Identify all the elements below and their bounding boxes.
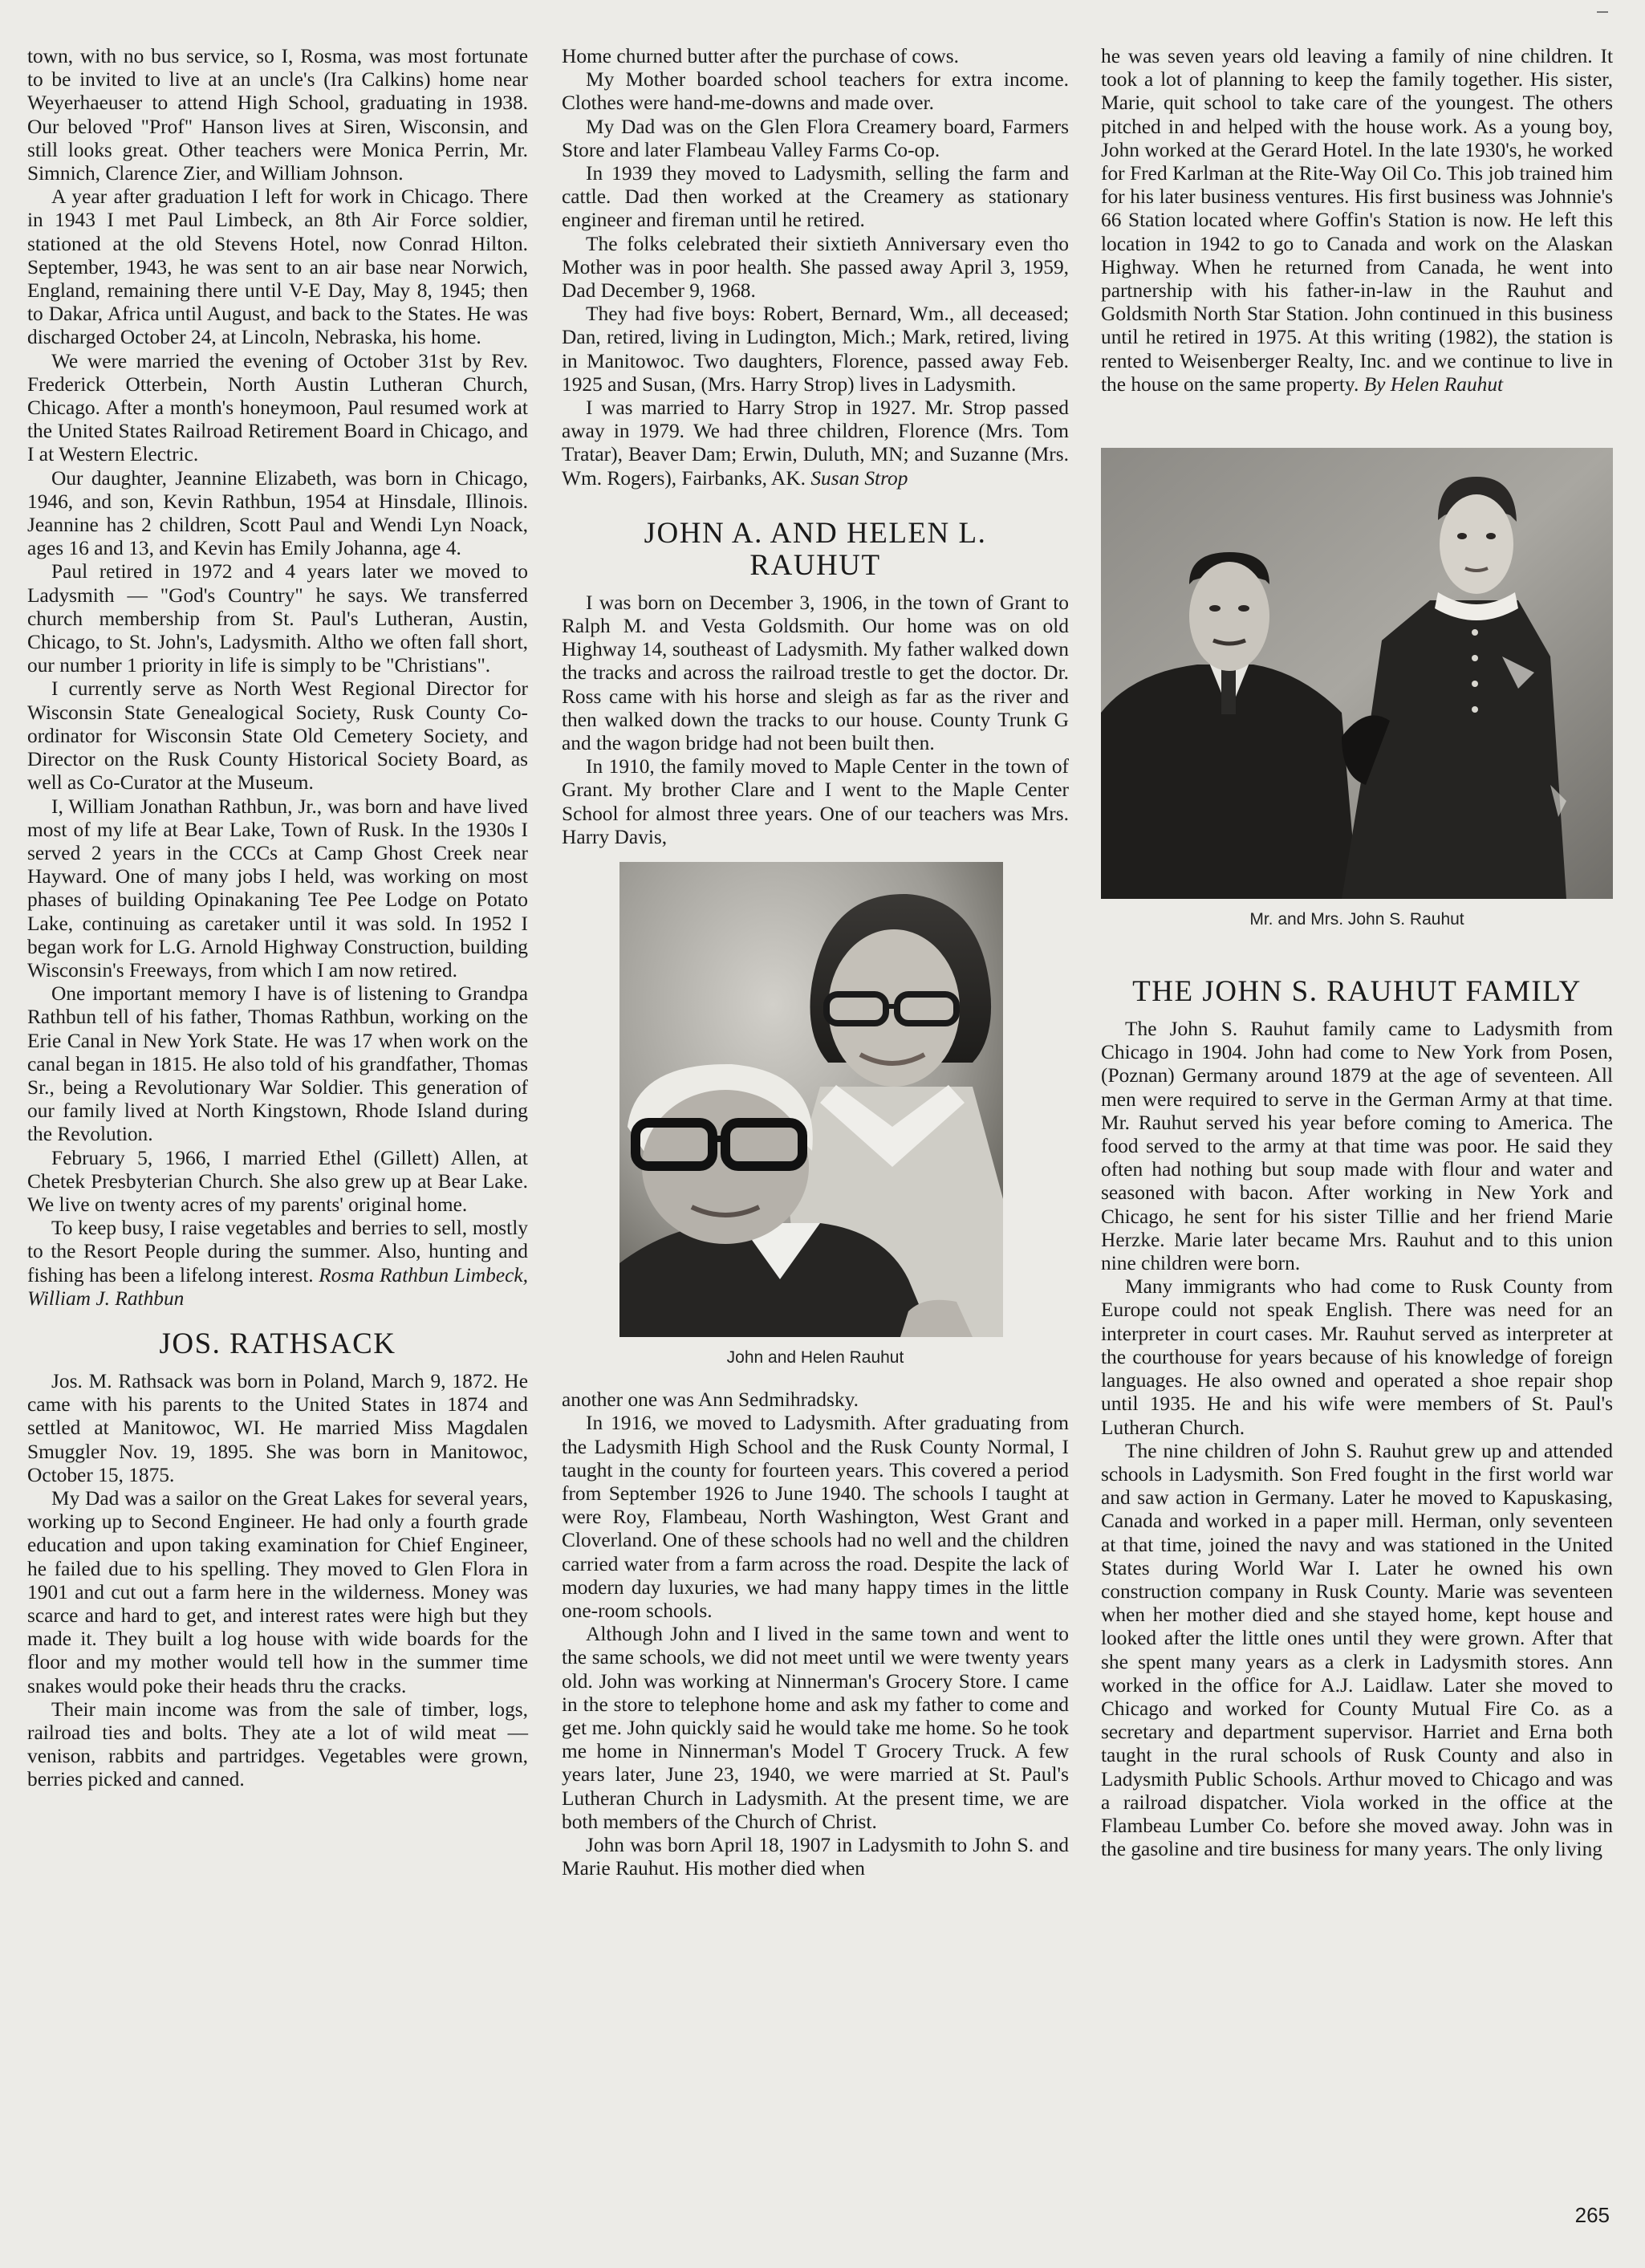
paragraph: Their main income was from the sale of timber, logs, railroad ties and bolts. They ate a lot of wild meat — venison, rabbits and partridges. Vegetables were grown, berries picked and canned.	[27, 1697, 528, 1791]
photo-mr-mrs-john-s-rauhut	[1101, 448, 1613, 899]
author-signature: By Helen Rauhut	[1363, 372, 1504, 396]
section-heading: JOS. RATHSACK	[159, 1327, 396, 1360]
paragraph: Home churned butter after the purchase of cows.	[562, 45, 959, 67]
paragraph	[1101, 45, 1613, 396]
paragraph-text: he was seven years old leaving a family of nine children. It took a lot of planning to keep the family together. His sister, Marie, quit school to take care of the youngest. The others pitched in and helped with the house work. As a young boy, John worked at the Gerard Hotel. In the late 1930's, he worked for Fred Karlman at the Rite-Way Oil Co. This job trained him for his later business ventures. His first business was Johnnie's 66 Station located where Goffin's Station is now. He left this location in 1942 to go to Canada and work on the Alaskan Highway. When he returned from Canada, he went into partnership with his father-in-law in the Rauhut and Goldsmith North Star Station. John continued in this business until he retired in 1975. At this writing (1982), the station is rented to Weisenberger Realty, Inc. and we continue to live in the house on the same property.	[1101, 45, 1613, 396]
paragraph	[27, 1217, 528, 1311]
column-2	[562, 45, 1069, 1880]
paragraph: The nine children of John S. Rauhut grew up and attended schools in Ladysmith. Son Fred fought in the first world war and saw action in Germany. Later he moved to Kapuskasing, Canada and worked in a paper mill. Herman, only seventeen at that time, joined the navy and was stationed in the United States during World War I. Later he owned his own construction company in Rusk County. Marie was seventeen when her mother died and she stayed home, kept house and looked after the little ones until they were grown. After that she spent many years as a clerk in Ladysmith stores. Ann worked in the office for A.J. Laidlaw. Later she moved to Chicago and worked for County Mutual Fire Co. as a secretary and department supervisor. Harriet and Erna both taught in the rural schools of Rusk County and also in Ladysmith Public Schools. Arthur moved to Chicago and was a railroad dispatcher. Viola worked in the office at the Flambeau Lumber Co. before she moved away. John was in the gasoline and tire business for many years. The only living	[1101, 1439, 1613, 1861]
corner-mark	[1597, 11, 1608, 13]
photo-john-helen-rauhut	[619, 862, 1003, 1337]
paragraph: The folks celebrated their sixtieth Anniversary even tho Mother was in poor health. She passed away April 3, 1959, Dad December 9, 1968.	[562, 232, 1069, 303]
paragraph: I was born on December 3, 1906, in the town of Grant to Ralph M. and Vesta Goldsmith. Our home was on old Highway 14, southeast of Ladysmith. My father walked down the tracks and across the railroad trestle to get the doctor. Dr. Ross came with his horse and sleigh as far as the river and then walked down the tracks to our house. County Trunk G and the wagon bridge had not been built then.	[562, 591, 1069, 755]
paragraph: John was born April 18, 1907 in Ladysmith to John S. and Marie Rauhut. His mother died when	[562, 1833, 1069, 1880]
paragraph	[562, 396, 1069, 490]
author-signature: Susan Strop	[810, 466, 908, 490]
portrait-photo-icon	[619, 862, 1003, 1337]
paragraph: Our daughter, Jeannine Elizabeth, was born in Chicago, 1946, and son, Kevin Rathbun, 1954 at Hinsdale, Illinois. Jeannine has 2 children, Scott Paul and Wendi Lyn Noack, ages 16 and 13, and Kevin has Emily Johanna, age 4.	[27, 466, 528, 560]
paragraph: Paul retired in 1972 and 4 years later we moved to Ladysmith — "God's Country" he says. We transferred church membership from St. Paul's Lutheran, Austin, Chicago, to St. John's, Ladysmith. Altho we often fall short, our number 1 priority in life is simply to be "Christians".	[27, 560, 528, 677]
paragraph-text: I was married to Harry Strop in 1927. Mr. Strop passed away in 1979. We had three children, Florence (Mrs. Tom Tratar), Beaver Dam; Erwin, Duluth, MN; and Suzanne (Mrs. Wm. Rogers), Fairbanks, AK.	[562, 396, 1069, 490]
paragraph: In 1916, we moved to Ladysmith. After graduating from the Ladysmith High School and the Rusk County Normal, I taught in the county for fourteen years. This covered a period from September 1926 to June 1940. The schools I taught at were Roy, Flambeau, North Washington, West Grant and Cloverland. One of these schools had no well and the children carried water from a farm across the road. Despite the lack of modern day luxuries, we had many happy times in the little one-room schools.	[562, 1412, 1069, 1622]
paragraph: My Mother boarded school teachers for extra income. Clothes were hand-me-downs and made over.	[562, 68, 1069, 115]
paragraph-text: To keep busy, I raise vegetables and berries to sell, mostly to the Resort People during the summer. Also, hunting and fishing has been a lifelong interest.	[27, 1217, 528, 1286]
heading-line: JOHN A. AND HELEN L.	[644, 516, 987, 550]
paragraph: A year after graduation I left for work in Chicago. There in 1943 I met Paul Limbeck, an 8th Air Force soldier, stationed at the old Stevens Hotel, now Conrad Hilton. September, 1943, he was sent to an air base near Norwich, England, remaining there until V-E Day, May 8, 1945; then to Dakar, Africa until August, and back to the States. He was discharged October 24, at Lincoln, Nebraska, his home.	[27, 185, 528, 349]
portrait-photo-icon	[1101, 448, 1613, 899]
photo-caption: John and Helen Rauhut	[726, 1348, 904, 1368]
paragraph: Although John and I lived in the same town and went to the same schools, we did not meet until we were twenty years old. John was working at Ninnerman's Grocery Store. I came in the store to telephone home and ask my father to come and get me. John quickly said he would take me home. So he took me home in Ninnerman's Model T Grocery Truck. A few years later, June 23, 1940, we were married at St. Paul's Lutheran Church in Ladysmith. At the present time, we are both members of the Church of Christ.	[562, 1623, 1069, 1833]
paragraph: They had five boys: Robert, Bernard, Wm., all deceased; Dan, retired, living in Ludington, Mich.; Mark, retired, living in Manitowoc. Two daughters, Florence, passed away Feb. 1925 and Susan, (Mrs. Harry Strop) lives in Ladysmith.	[562, 303, 1069, 396]
paragraph: I currently serve as North West Regional Director for Wisconsin State Genealogical Society, Rusk County Co-ordinator for Wisconsin State Old Cemetery Society, and Director on the Rusk County Historical Society Board, as well as Co-Curator at the Museum.	[27, 677, 528, 795]
paragraph: One important memory I have is of listening to Grandpa Rathbun tell of his father, Thomas Rathbun, working on the Erie Canal in New York State. He was 17 when work on the canal began in 1815. He also told of his grandfather, Thomas Sr., being a Revolutionary War Soldier. This generation of our family lived at North Kingstown, Rhode Island during the Revolution.	[27, 982, 528, 1146]
paragraph: We were married the evening of October 31st by Rev. Frederick Otterbein, North Austin Lutheran Church, Chicago. After a month's honeymoon, Paul resumed work at the United States Railroad Retirement Board in Chicago, and I at Western Electric.	[27, 349, 528, 466]
column-1	[27, 45, 528, 1792]
section-heading	[562, 518, 1069, 582]
heading-line: RAUHUT	[749, 548, 881, 582]
paragraph: In 1910, the family moved to Maple Center in the town of Grant. My brother Clare and I went to the Maple Center School for almost three years. One of our teachers was Mrs. Harry Davis,	[562, 755, 1069, 848]
photo-caption: Mr. and Mrs. John S. Rauhut	[1249, 910, 1464, 929]
paragraph: The John S. Rauhut family came to Ladysmith from Chicago in 1904. John had come to New York from Posen, (Poznan) Germany around 1879 at the age of seventeen. All men were required to serve in the German Army at that time. Mr. Rauhut served his year before coming to America. The food served to the army at that time was poor. He said they often had nothing but soup made with flour and water and seasoned with bacon. After working in New York and Chicago, he sent for his sister Tillie and her friend Marie Herzke. Marie later became Mrs. Rauhut and to this union nine children were born.	[1101, 1018, 1613, 1275]
paragraph: My Dad was a sailor on the Great Lakes for several years, working up to Second Engineer. He had only a fourth grade education and upon taking examination for Chief Engineer, he failed due to his spelling. They moved to Glen Flora in 1901 and cut out a farm here in the wilderness. Money was scarce and hard to get, and interest rates were high but they made it. They built a log house with wide boards for the floor and my mother would tell how in the summer time snakes would poke their heads thru the cracks.	[27, 1486, 528, 1697]
section-heading: THE JOHN S. RAUHUT FAMILY	[1132, 975, 1582, 1009]
paragraph: In 1939 they moved to Ladysmith, selling the farm and cattle. Dad then worked at the Creamery as stationary engineer and fireman until he retired.	[562, 162, 1069, 232]
column-3	[1101, 45, 1613, 1861]
page-number: 265	[1574, 2203, 1610, 2227]
paragraph: another one was Ann Sedmihradsky.	[562, 1388, 859, 1412]
paragraph: I, William Jonathan Rathbun, Jr., was born and have lived most of my life at Bear Lake, Town of Rusk. In the 1930s I served 2 years in the CCCs at Camp Ghost Creek near Hayward. One of many jobs I held, was working on most phases of building Opinakaning Tee Pee Lodge on Potato Lake, continuing as caretaker until it was sold. In 1952 I began work for L.G. Arnold Highway Construction, building Wisconsin's Freeways, from which I am now retired.	[27, 795, 528, 982]
paragraph: Jos. M. Rathsack was born in Poland, March 9, 1872. He came with his parents to the United States in 1874 and settled at Manitowoc, WI. He married Miss Magdalen Smuggler Nov. 19, 1895. She was born in Manitowoc, October 15, 1875.	[27, 1369, 528, 1486]
paragraph: My Dad was on the Glen Flora Creamery board, Farmers Store and later Flambeau Valley Farms Co-op.	[562, 115, 1069, 161]
author-signature: Rosma Rathbun Limbeck, William J. Rathbun	[27, 1263, 528, 1310]
paragraph: February 5, 1966, I married Ethel (Gillett) Allen, at Chetek Presbyterian Church. She also grew up at Bear Lake. We live on twenty acres of my parents' original home.	[27, 1146, 528, 1216]
paragraph: town, with no bus service, so I, Rosma, was most fortunate to be invited to live at an uncle's (Ira Calkins) home near Weyerhaeuser to attend High School, graduating in 1938. Our beloved "Prof" Hanson lives at Siren, Wisconsin, and still looks great. Other teachers were Monica Perrin, Mr. Simnich, Clarence Zier, and William Johnson.	[27, 45, 528, 185]
paragraph: Many immigrants who had come to Rusk County from Europe could not speak English. There was need for an interpreter in court cases. Mr. Rauhut served as interpreter at the courthouse for years because of his knowledge of foreign languages. He also owned and operated a shoe repair shop until 1935. He and his wife were members of St. Paul's Lutheran Church.	[1101, 1275, 1613, 1439]
